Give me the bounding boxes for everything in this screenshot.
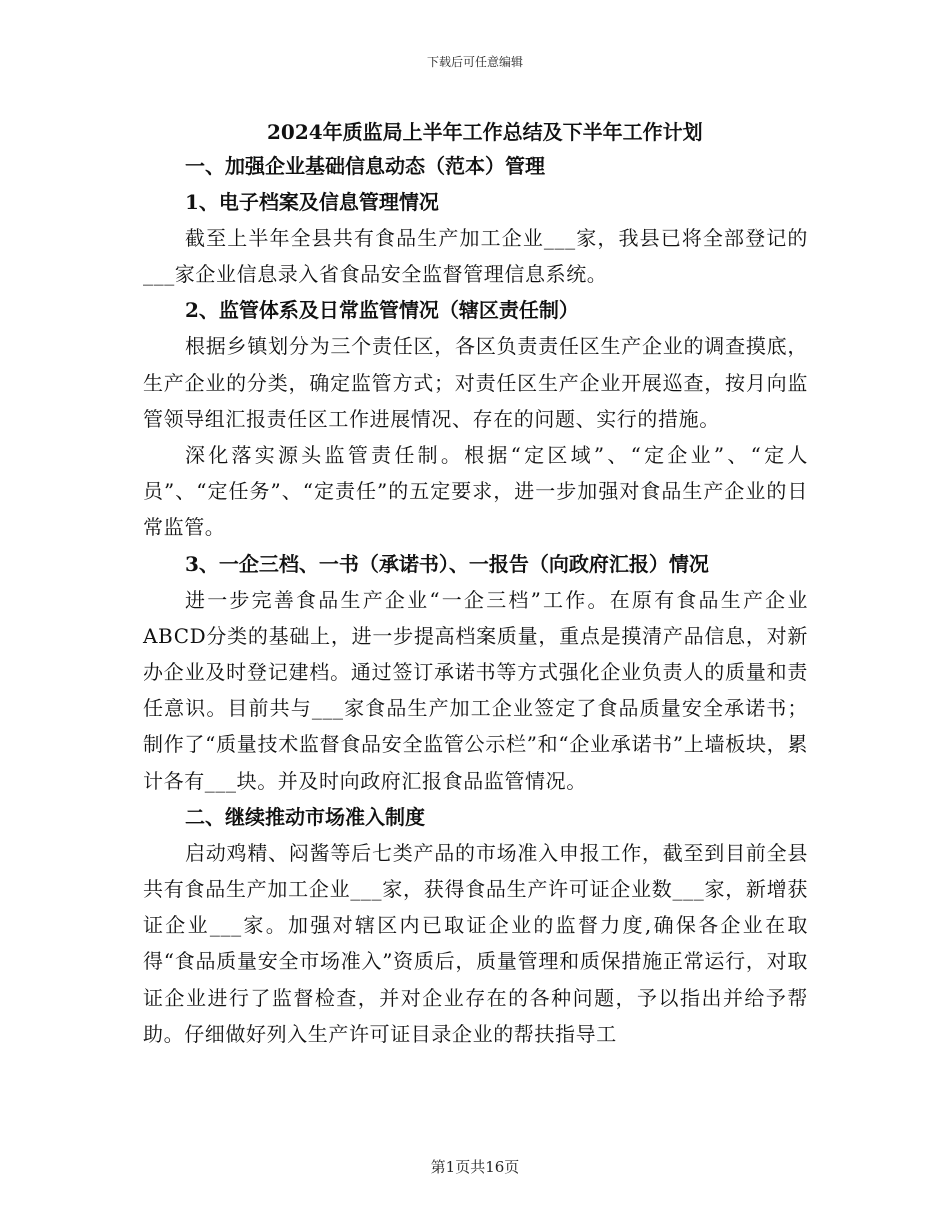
paragraph: 截至上半年全县共有食品生产加工企业___家，我县已将全部登记的___家企业信息录入省食品安全监督管理信息系统。 <box>143 226 808 287</box>
paragraph: 进一步完善食品生产企业“一企三档”工作。在原有食品生产企业ABCD分类的基础上，进一步提高档案质量，重点是摸清产品信息，对新办企业及时登记建档。通过签订承诺书等方式强化企业负责人的质量和责任意识。目前共与___家食品生产加工企业签定了食品质量安全承诺书；制作了“质量技术监督食品安全监管公示栏”和“企业承诺书”上墙板块，累计各有___块。并及时向政府汇报食品监管情况。 <box>143 587 808 793</box>
document-title: 2024年质监局上半年工作总结及下半年工作计划 <box>267 120 703 144</box>
page-number: 第1页共16页 <box>430 1158 520 1176</box>
section-heading-2: 二、继续推动市场准入制度 <box>185 804 425 829</box>
section-heading-1: 一、加强企业基础信息动态（范本）管理 <box>185 154 545 178</box>
subsection-heading-3: 3、一企三档、一书（承诺书）、一报告（向政府汇报）情况 <box>185 551 709 576</box>
subsection-heading-1: 1、电子档案及信息管理情况 <box>185 190 439 214</box>
paragraph: 深化落实源头监管责任制。根据“定区域”、“定企业”、“定人员”、“定任务”、“定责任”的五定要求，进一步加强对食品生产企业的日常监管。 <box>143 443 808 540</box>
paragraph: 根据乡镇划分为三个责任区，各区负责责任区生产企业的调查摸底，生产企业的分类，确定监管方式；对责任区生产企业开展巡查，按月向监管领导组汇报责任区工作进展情况、存在的问题、实行的措施。 <box>143 334 808 431</box>
subsection-heading-2: 2、监管体系及日常监管情况（辖区责任制） <box>185 298 579 323</box>
document-body <box>143 116 808 1052</box>
paragraph: 启动鸡精、闷酱等后七类产品的市场准入申报工作，截至到目前全县共有食品生产加工企业___家，获得食品生产许可证企业数___家，新增获证企业___家。加强对辖区内已取证企业的监督力度,确保各企业在取得“食品质量安全市场准入”资质后，质量管理和质保措施正常运行，对取证企业进行了监督检查，并对企业存在的各种问题，予以指出并给予帮助。仔细做好列入生产许可证目录企业的帮扶指导工 <box>143 840 808 1046</box>
header-note: 下载后可任意编辑 <box>426 55 523 69</box>
